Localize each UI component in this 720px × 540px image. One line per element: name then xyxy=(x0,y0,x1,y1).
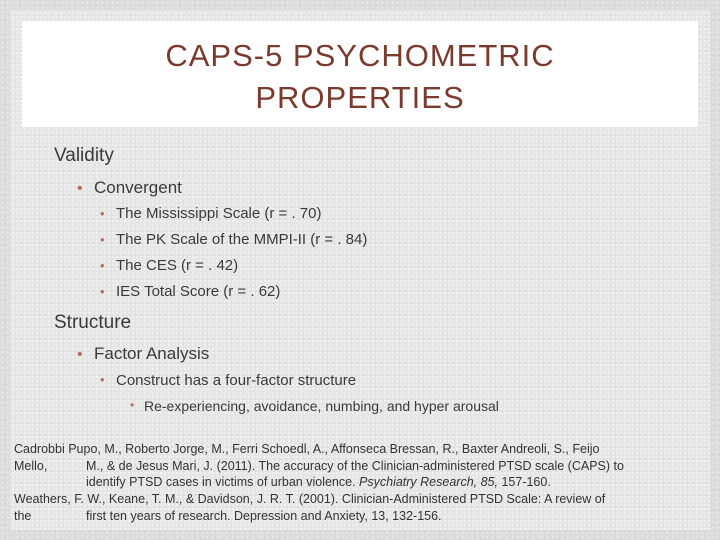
list-item: The CES (r = . 42) xyxy=(116,257,239,274)
list-item: Construct has a four-factor structure xyxy=(116,372,357,389)
list-item: The Mississippi Scale (r = . 70) xyxy=(116,205,322,222)
reference-fragment: 157-160. xyxy=(497,475,551,490)
bullet-dot: • xyxy=(100,284,105,299)
subheading-convergent: Convergent xyxy=(94,178,182,197)
bullet-dot: • xyxy=(100,372,105,387)
list-item: The PK Scale of the MMPI-II (r = . 84) xyxy=(116,231,368,248)
references xyxy=(14,441,706,525)
reference-line xyxy=(14,458,706,475)
bullet-dot: • xyxy=(130,398,135,412)
heading-structure: Structure xyxy=(54,312,132,333)
reference-fragment: the xyxy=(14,508,32,523)
reference-journal: Psychiatry Research, 85, xyxy=(359,475,498,490)
reference-line xyxy=(14,474,706,491)
bullet-dot: • xyxy=(100,232,105,247)
reference-fragment: M., & de Jesus Mari, J. (2011). The accuracy of the Clinician-administered PTSD scale (CAPS) to xyxy=(86,458,624,473)
reference-fragment: identify PTSD cases in victims of urban violence. xyxy=(86,475,360,490)
title-line-2: PROPERTIES xyxy=(255,80,465,115)
bullet-dot: • xyxy=(77,180,83,197)
reference-line: Weathers, F. W., Keane, T. M., & Davidson, J. R. T. (2001). Clinician-Administered PTSD Scale: A review of xyxy=(14,492,606,507)
reference-line: Cadrobbi Pupo, M., Roberto Jorge, M., Ferri Schoedl, A., Affonseca Bressan, R., Baxter Andreoli, S., Feijo xyxy=(14,442,600,456)
slide-title xyxy=(22,21,698,119)
bullet-dot: • xyxy=(100,206,105,221)
title-line-1: CAPS-5 PSYCHOMETRIC xyxy=(165,38,555,73)
bullet-dot: • xyxy=(100,258,105,273)
title-box xyxy=(22,21,698,127)
reference-line xyxy=(14,508,706,525)
reference-fragment: Mello, xyxy=(14,458,48,473)
reference-fragment: first ten years of research. Depression and Anxiety, 13, 132-156. xyxy=(86,508,442,523)
heading-validity: Validity xyxy=(54,145,114,166)
list-item: IES Total Score (r = . 62) xyxy=(116,283,281,300)
subheading-factor-analysis: Factor Analysis xyxy=(94,344,210,363)
list-item: Re-experiencing, avoidance, numbing, and hyper arousal xyxy=(144,398,499,414)
bullet-dot: • xyxy=(77,346,83,363)
